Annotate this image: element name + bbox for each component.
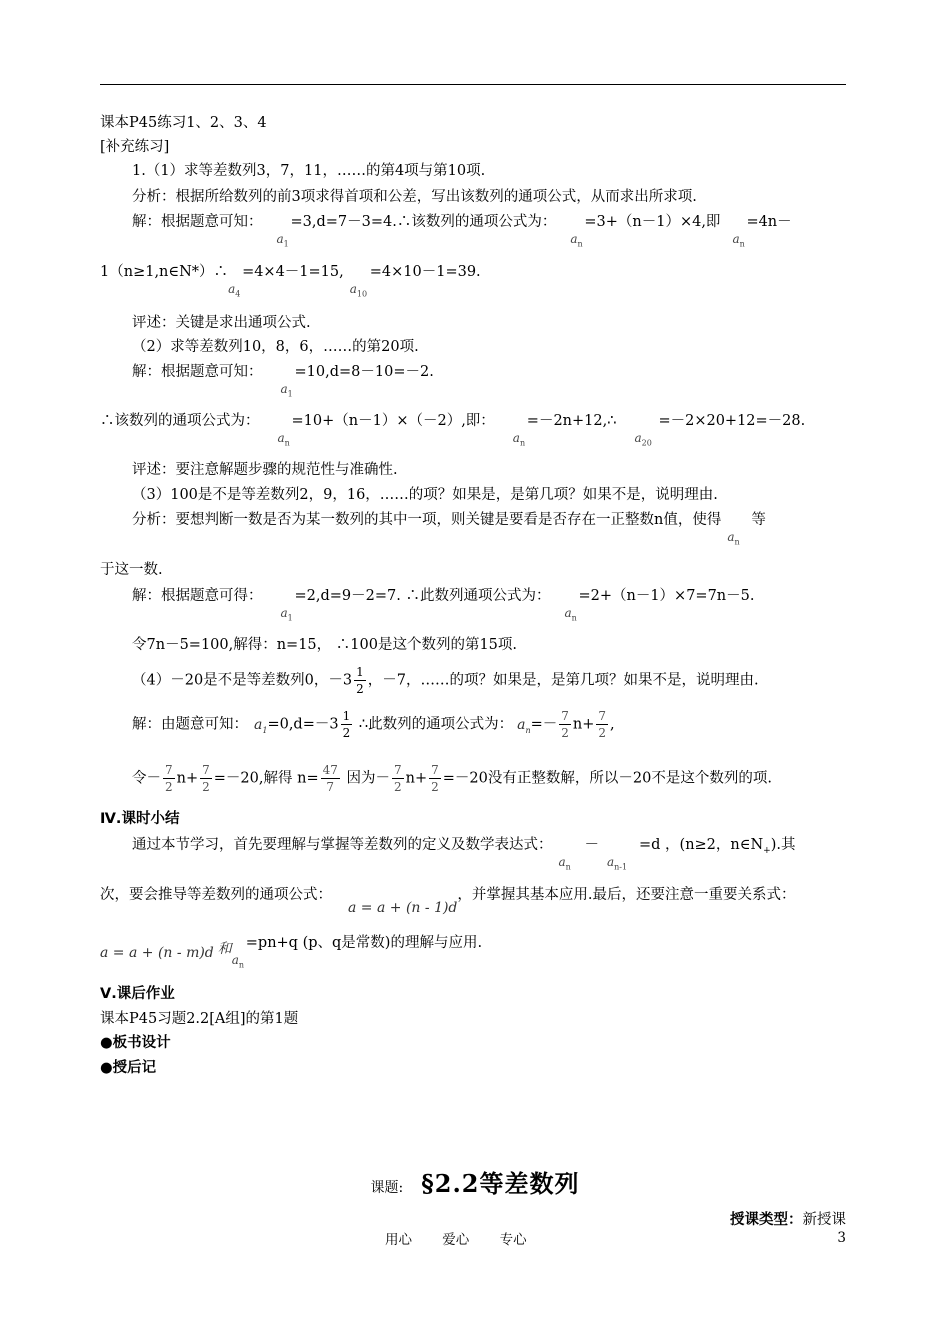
an-symbol: $a_n$ bbox=[564, 606, 577, 623]
page-number: 3 bbox=[837, 1230, 846, 1246]
ex1-question: 1.（1）求等差数列3，7，11，……的第4项与第10项. bbox=[132, 163, 486, 179]
text: n+ bbox=[572, 716, 595, 733]
text: =4×10－1=39. bbox=[369, 264, 481, 280]
ex4-equation bbox=[132, 762, 772, 795]
text: =－ bbox=[530, 716, 558, 733]
ex4-question bbox=[132, 664, 759, 697]
text: =2+（n－1）×7=7n－5. bbox=[578, 588, 755, 604]
text: =4n－ bbox=[746, 214, 792, 230]
text: =－2n+12,∴ bbox=[526, 413, 617, 429]
text: ∴此数列的通项公式为： bbox=[354, 716, 514, 733]
lesson-label: 课题: bbox=[370, 1180, 404, 1196]
ex2-general-term bbox=[100, 412, 806, 448]
ex2-solution bbox=[132, 363, 434, 399]
numerator: 47 bbox=[322, 763, 338, 777]
relation-formula: a = a + (n - m)d bbox=[100, 945, 214, 961]
denominator: 2 bbox=[393, 780, 402, 794]
denominator: 2 bbox=[598, 726, 607, 740]
text: ).其 bbox=[770, 837, 796, 853]
numerator: 7 bbox=[165, 763, 173, 777]
text: ，并掌握其基本应用.最后，还要注意一重要关系式： bbox=[457, 887, 796, 903]
summary-heading: Ⅳ.课时小结 bbox=[100, 811, 180, 827]
text: （4）－20是不是等差数列0，－3 bbox=[132, 672, 353, 689]
an-symbol: $a_n$ bbox=[512, 431, 526, 448]
text: =－20没有正整数解，所以－20不是这个数列的项. bbox=[442, 770, 772, 787]
general-term-formula: a = a + (n - 1)d bbox=[348, 900, 458, 916]
an-symbol: $a_n$ bbox=[727, 530, 740, 547]
homework-heading: Ⅴ.课后作业 bbox=[100, 986, 175, 1002]
ex4-solution bbox=[132, 708, 615, 746]
text: n+ bbox=[176, 770, 199, 787]
ex2-comment: 评述：要注意解题步骤的规范性与准确性. bbox=[132, 462, 398, 478]
text: 解：根据题意可得： bbox=[132, 588, 263, 604]
denominator: 2 bbox=[431, 780, 439, 794]
footer-motto: 用心 爱心 专心 bbox=[385, 1232, 527, 1248]
text: =d ，(n≥2，n∈N bbox=[639, 837, 764, 853]
denominator: 2 bbox=[342, 726, 351, 740]
summary-paragraph-line2 bbox=[100, 886, 796, 916]
text: 分析：要想判断一数是否为某一数列的其中一项，则关键是要看是否存在一正整数n值，使得 bbox=[132, 512, 722, 528]
text: 解：根据题意可知： bbox=[132, 214, 263, 230]
and-word: 和 bbox=[217, 941, 232, 957]
text: =－20,解得 n= bbox=[213, 770, 319, 787]
a1-symbol: $a_1$ bbox=[254, 716, 268, 735]
text: =2,d=9－2=7. ∴此数列通项公式为： bbox=[294, 588, 551, 604]
summary-paragraph-line3 bbox=[100, 934, 483, 970]
text: =3+（n－1）×4,即 bbox=[584, 214, 721, 230]
an-symbol: $a_n$ bbox=[517, 716, 531, 735]
ex3-question: （3）100是不是等差数列2，9，16，……的项？如果是，是第几项？如果不是，说明理由. bbox=[132, 487, 718, 503]
an-symbol: $a_n$ bbox=[570, 232, 583, 249]
lesson-title-text: §2.2等差数列 bbox=[421, 1169, 580, 1198]
lesson-type-label: 授课类型： bbox=[730, 1212, 803, 1228]
text: 因为－ bbox=[341, 770, 390, 787]
text: 解：由题意可知： bbox=[132, 716, 248, 733]
fraction-seven-halves bbox=[559, 708, 571, 741]
text: 1（n≥1,n∈N*）∴ bbox=[100, 264, 229, 280]
text: n+ bbox=[405, 770, 428, 787]
a1-symbol: $a_1$ bbox=[280, 382, 293, 399]
fraction-one-half bbox=[354, 664, 366, 697]
text: =－2×20+12=－28. bbox=[658, 413, 806, 429]
bullet-board-design: ●板书设计 bbox=[100, 1035, 171, 1051]
numerator: 7 bbox=[393, 763, 402, 777]
lesson-title bbox=[0, 1164, 950, 1199]
text: － bbox=[584, 837, 599, 853]
ex3-solution bbox=[132, 587, 755, 623]
fraction-one-half bbox=[341, 708, 353, 741]
denominator: 2 bbox=[165, 780, 173, 794]
ex1-solution-line2 bbox=[100, 263, 481, 299]
text: =10,d=8－10=－2. bbox=[294, 364, 434, 380]
fraction-seven-halves bbox=[596, 708, 608, 741]
a1-symbol: $a_1$ bbox=[276, 232, 289, 249]
denominator: 2 bbox=[561, 726, 569, 740]
numerator: 1 bbox=[356, 665, 364, 679]
an-symbol: $a_n$ bbox=[558, 855, 571, 872]
a4-symbol: $a_4$ bbox=[228, 282, 241, 299]
summary-paragraph-line1 bbox=[132, 836, 796, 872]
bullet-post-lesson-notes: ●授后记 bbox=[100, 1060, 157, 1076]
text: 次，要会推导等差数列的通项公式： bbox=[100, 887, 332, 903]
ex1-analysis: 分析：根据所给数列的前3项求得首项和公差，写出该数列的通项公式，从而求出所求项. bbox=[132, 189, 697, 205]
fraction-seven-halves bbox=[163, 762, 175, 795]
text: 通过本节学习，首先要理解与掌握等差数列的定义及数学表达式： bbox=[132, 837, 553, 853]
text: , bbox=[610, 716, 615, 733]
denominator: 2 bbox=[202, 780, 210, 794]
fraction-seven-halves bbox=[429, 762, 441, 795]
a10-symbol: $a_{10}$ bbox=[349, 282, 368, 299]
textbook-exercise-line: 课本P45练习1、2、3、4 bbox=[100, 115, 267, 131]
fraction-seven-halves bbox=[392, 762, 404, 795]
numerator: 1 bbox=[342, 709, 351, 723]
ex3-analysis-cont: 于这一数. bbox=[100, 562, 163, 578]
an-symbol: $a_n$ bbox=[732, 232, 745, 249]
text: =0,d=－3 bbox=[267, 716, 339, 733]
fraction-seven-halves bbox=[200, 762, 212, 795]
numerator: 7 bbox=[431, 763, 439, 777]
text: =pn+q (p、q是常数)的理解与应用. bbox=[245, 935, 483, 951]
a1-symbol: $a_1$ bbox=[280, 606, 293, 623]
supplement-heading: [补充练习] bbox=[100, 139, 170, 155]
lesson-type bbox=[730, 1208, 846, 1229]
text: =3,d=7－3=4.∴该数列的通项公式为： bbox=[290, 214, 557, 230]
ex1-solution-line1 bbox=[132, 213, 792, 249]
denominator: 7 bbox=[326, 780, 335, 794]
an-minus-1-symbol: $a_{n-1}$ bbox=[607, 855, 628, 872]
an-symbol: $a_n$ bbox=[231, 953, 245, 970]
text: =4×4－1=15, bbox=[242, 264, 344, 280]
homework-text: 课本P45习题2.2[A组]的第1题 bbox=[100, 1011, 299, 1027]
header-rule bbox=[100, 84, 846, 85]
numerator: 7 bbox=[202, 763, 210, 777]
ex3-conclusion: 令7n－5=100,解得：n=15， ∴100是这个数列的第15项. bbox=[132, 637, 518, 653]
text: ，－7，……的项？如果是，是第几项？如果不是，说明理由. bbox=[367, 672, 759, 689]
text: =10+（n－1）×（－2）,即： bbox=[291, 413, 495, 429]
ex1-comment: 评述：关键是求出通项公式. bbox=[132, 315, 311, 331]
text: 等 bbox=[751, 512, 766, 528]
ex2-question: （2）求等差数列10，8，6，……的第20项. bbox=[132, 339, 419, 355]
text: 解：根据题意可知： bbox=[132, 364, 263, 380]
text: 令－ bbox=[132, 770, 161, 787]
lesson-type-value: 新授课 bbox=[802, 1212, 846, 1228]
an-symbol: $a_n$ bbox=[277, 431, 290, 448]
a20-symbol: $a_{20}$ bbox=[634, 431, 652, 448]
numerator: 7 bbox=[561, 709, 569, 723]
fraction-result bbox=[321, 762, 340, 795]
numerator: 7 bbox=[598, 709, 607, 723]
ex3-analysis bbox=[132, 511, 766, 547]
subscript-plus: + bbox=[763, 845, 771, 856]
denominator: 2 bbox=[356, 682, 364, 696]
text: ∴该数列的通项公式为： bbox=[100, 413, 260, 429]
